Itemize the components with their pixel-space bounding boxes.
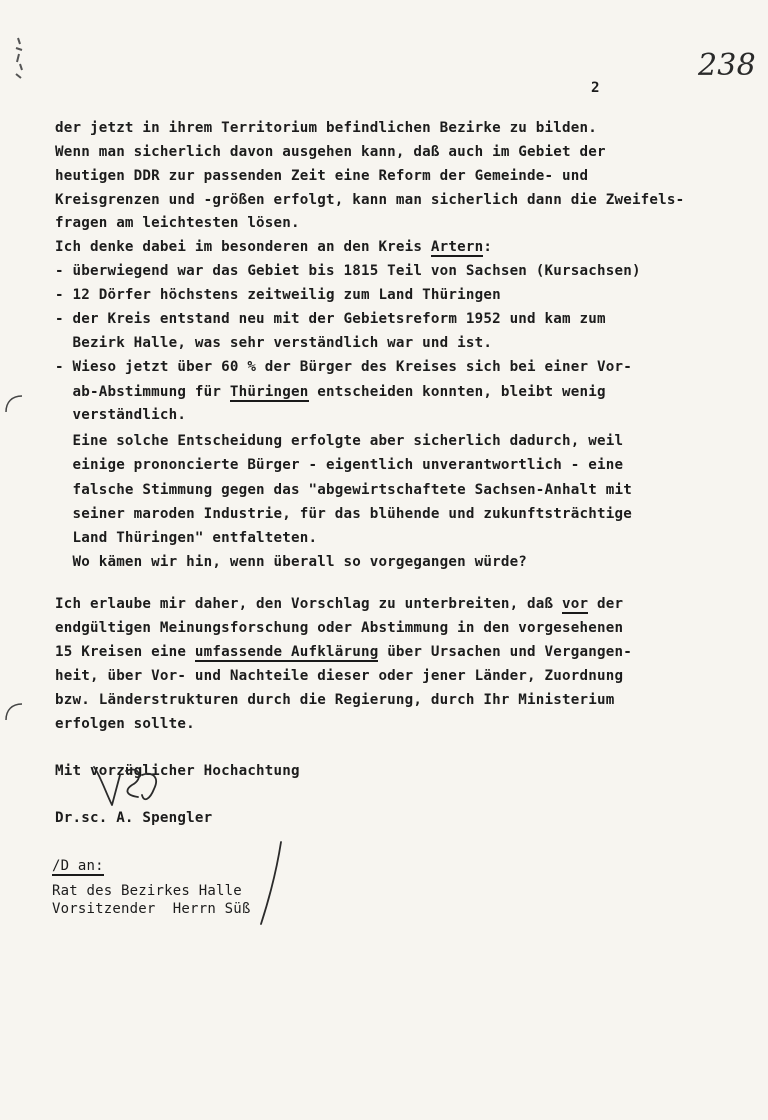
page-number: 2 [591, 80, 600, 96]
text-line: erfolgen sollte. [55, 716, 195, 732]
punch-hole-icon [2, 700, 26, 724]
scan-mark-icon [10, 36, 32, 86]
handwritten-stroke-icon [255, 838, 285, 928]
text-line [55, 643, 632, 661]
text-line [55, 238, 492, 256]
bullet-continuation: Bezirk Halle, was sehr verständlich war und ist. [55, 335, 493, 351]
bullet-continuation: verständlich. [55, 407, 187, 423]
text-segment: Ich erlaube mir daher, den Vorschlag zu unterbreiten, daß [55, 596, 563, 612]
text-line: fragen am leichtesten lösen. [55, 215, 300, 231]
text-segment: 15 Kreisen eine [55, 644, 195, 660]
cc-label-text: /D an: [52, 858, 104, 874]
cc-recipient-line: Vorsitzender Herrn Süß [52, 901, 251, 917]
text-segment: der [588, 596, 624, 612]
bullet-continuation [55, 383, 606, 401]
bullet-item: - 12 Dörfer höchstens zeitweilig zum Land Thüringen [55, 287, 501, 303]
text-segment: ab-Abstimmung für [55, 384, 230, 400]
text-line: endgültigen Meinungsforschung oder Abstimmung in den vorgesehenen [55, 620, 624, 636]
text-line: heit, über Vor- und Nachteile dieser oder jener Länder, Zuordnung [55, 668, 624, 684]
aufklaerung-underlined: umfassende Aufklärung [194, 644, 379, 660]
kreis-colon: : [483, 239, 493, 255]
bullet-item: - überwiegend war das Gebiet bis 1815 Teil von Sachsen (Kursachsen) [55, 263, 641, 279]
cc-recipient-line: Rat des Bezirkes Halle [52, 883, 242, 899]
signature-name: Dr.sc. A. Spengler [55, 810, 213, 826]
handwritten-initials-icon [82, 755, 162, 815]
bullet-item: - Wieso jetzt über 60 % der Bürger des Kreises sich bei einer Vor- [55, 359, 632, 375]
text-line: falsche Stimmung gegen das "abgewirtschaftete Sachsen-Anhalt mit [55, 482, 632, 498]
text-line: Land Thüringen" entfalteten. [55, 530, 318, 546]
text-line: Wo kämen wir hin, wenn überall so vorgegangen würde? [55, 554, 528, 570]
text-line: bzw. Länderstrukturen durch die Regierung, durch Ihr Ministerium [55, 692, 615, 708]
thueringen-underlined: Thüringen [229, 384, 309, 400]
archive-number: 238 [698, 48, 756, 83]
kreis-name-underlined: Artern [430, 239, 484, 255]
closing-line: Mit vorzüglicher Hochachtung [55, 763, 300, 779]
text-line [55, 595, 623, 613]
bullet-item: - der Kreis entstand neu mit der Gebietsreform 1952 und kam zum [55, 311, 606, 327]
text-line: seiner maroden Industrie, für das blühende und zukunftsträchtige [55, 506, 632, 522]
text-segment: entscheiden konnten, bleibt wenig [308, 384, 606, 400]
text-line: Eine solche Entscheidung erfolgte aber sicherlich dadurch, weil [55, 433, 624, 449]
cc-label [52, 857, 104, 875]
text-line: heutigen DDR zur passenden Zeit eine Reform der Gemeinde- und [55, 168, 589, 184]
kreis-intro: Ich denke dabei im besonderen an den Kreis [55, 239, 431, 255]
text-line: Wenn man sicherlich davon ausgehen kann, daß auch im Gebiet der [55, 144, 606, 160]
vor-underlined: vor [562, 596, 589, 612]
punch-hole-icon [2, 392, 26, 416]
text-line: Kreisgrenzen und -größen erfolgt, kann man sicherlich dann die Zweifels- [55, 192, 685, 208]
text-line: einige prononcierte Bürger - eigentlich unverantwortlich - eine [55, 457, 624, 473]
text-line: der jetzt in ihrem Territorium befindlichen Bezirke zu bilden. [55, 120, 597, 136]
text-segment: über Ursachen und Vergangen- [378, 644, 632, 660]
